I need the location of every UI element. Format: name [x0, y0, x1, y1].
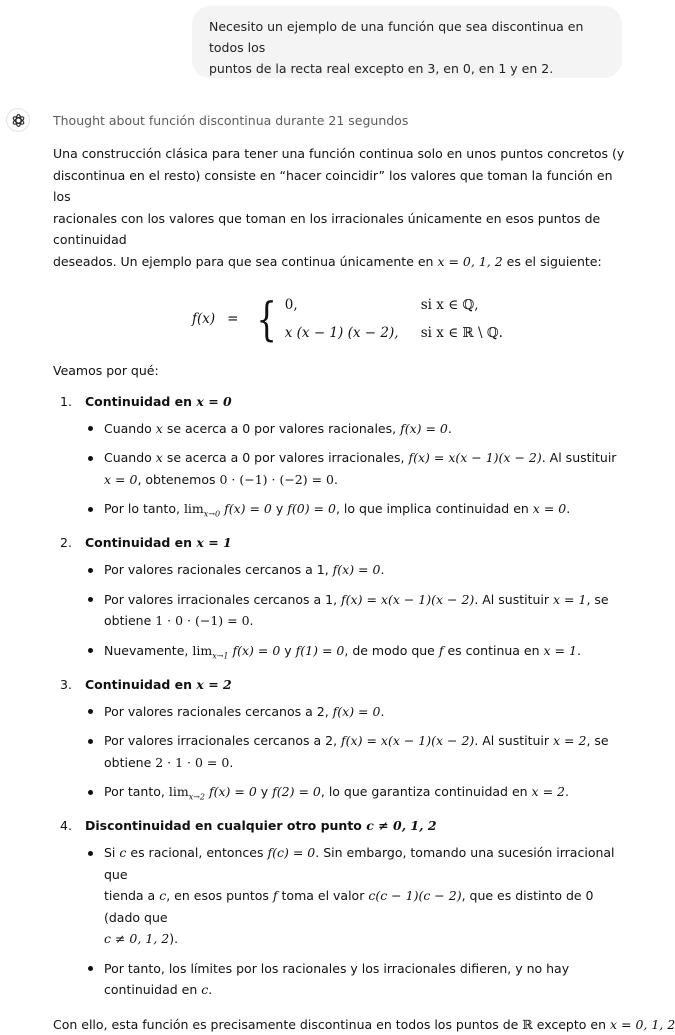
math: f(c) = 0 — [267, 845, 316, 860]
math: x = 0, 1, 2 — [609, 1016, 675, 1032]
text: se acerca a 0 por valores irracionales, — [162, 450, 409, 465]
text: . Sin embargo, tomando una sucesión irracional que — [104, 845, 615, 882]
text: . — [380, 562, 385, 577]
math: c(c − 1)(c − 2) — [368, 888, 462, 903]
text: . — [208, 982, 213, 997]
list-item — [53, 701, 628, 723]
section-heading — [53, 815, 628, 836]
case1-expression: 0, — [284, 297, 298, 313]
math: f(x) = 0 — [332, 562, 381, 577]
math-subscript: x→0 — [203, 509, 221, 519]
list-item — [53, 730, 628, 773]
text: . — [564, 784, 569, 799]
text: es continua en — [443, 642, 544, 658]
math: f(x) = 0 — [205, 784, 257, 799]
math: f(0) = 0 — [287, 501, 336, 516]
text: Por valores racionales cercanos a 1, — [104, 562, 333, 577]
math-subscript: x→1 — [212, 651, 229, 660]
text: obtiene — [104, 754, 156, 770]
math: c — [159, 888, 167, 903]
math: f(x) = 0 — [220, 501, 272, 516]
text: , que es distinto de 0 (dado que — [104, 888, 594, 925]
math: x = 1 — [543, 642, 577, 658]
math: x — [155, 450, 163, 465]
text: Discontinuidad en cualquier otro punto — [85, 818, 367, 833]
thought-toggle[interactable]: Thought about función discontinua durante 21 segundos — [53, 113, 409, 128]
formula-equals: = — [227, 311, 239, 327]
bullet-list — [53, 701, 628, 809]
text: discontinua en el resto) consiste en “hacer coincidir” los valores que toman la función en los — [53, 167, 613, 204]
math: f(x) = 0 — [400, 420, 448, 436]
openai-logo-icon — [11, 113, 26, 128]
text: Por lo tanto, — [104, 501, 184, 516]
veamos-paragraph: Veamos por qué: — [53, 363, 159, 378]
text: Nuevamente, — [104, 642, 193, 658]
text: , se — [586, 591, 609, 607]
section-heading — [53, 532, 628, 553]
text: es racional, entonces — [126, 845, 268, 860]
text: tienda a — [104, 888, 160, 903]
section-title — [85, 391, 232, 412]
text: Por tanto, — [104, 784, 169, 799]
text: . — [576, 642, 581, 658]
math: x = 0 — [532, 501, 567, 516]
text: se acerca a 0 por valores racionales, — [162, 420, 401, 436]
intro-paragraph — [53, 143, 628, 272]
text: Continuidad en — [85, 393, 197, 409]
user-message-line: Necesito un ejemplo de una función que sea discontinua en todos los — [209, 19, 584, 55]
text: y — [271, 501, 288, 516]
text: toma el valor — [277, 888, 369, 903]
text: Por tanto, los límites por los racionales y los irracionales difieren, y no hay continuidad en — [104, 960, 570, 997]
math: x — [155, 420, 163, 436]
text: . — [447, 420, 452, 436]
text: , lo que implica continuidad en — [335, 501, 533, 516]
list-item — [53, 447, 628, 490]
math: ℝ — [522, 1016, 533, 1032]
math: lim — [183, 501, 204, 516]
math: x = 2 — [196, 676, 232, 692]
text: , obtenemos — [137, 471, 220, 487]
math: x = 0 — [104, 471, 138, 487]
text: Cuando — [104, 420, 156, 436]
math: x = 2 — [553, 733, 587, 748]
section-continuity-1 — [53, 532, 628, 667]
bullet-list — [53, 842, 628, 1001]
text: , en esos puntos — [166, 888, 273, 903]
case2-expression: x (x − 1) (x − 2), — [284, 325, 399, 341]
text: y — [256, 784, 273, 799]
text: ). — [169, 931, 179, 946]
text: Una construcción clásica para tener una función continua solo en unos puntos concretos (y — [53, 146, 625, 161]
math: f(x) = 0 — [228, 642, 281, 658]
text: Continuidad en — [85, 535, 197, 550]
text: . — [334, 471, 338, 487]
text: racionales con los valores que toman en los irracionales únicamente en esos puntos de continuidad — [53, 210, 601, 247]
text: . — [249, 613, 254, 628]
text: Por valores irracionales cercanos a 1, — [104, 591, 342, 607]
math: 0 · (−1) · (−2) = 0 — [219, 471, 335, 487]
case2-condition: si x ∈ ℝ \ ℚ. — [420, 325, 503, 341]
list-item — [53, 498, 628, 525]
section-continuity-0 — [53, 391, 628, 526]
user-message-bubble — [192, 6, 622, 78]
section-title — [85, 674, 232, 695]
text: Por valores irracionales cercanos a 2, — [104, 733, 342, 748]
math: f — [438, 642, 444, 658]
assistant-response — [53, 143, 675, 1035]
section-number: 4. — [60, 818, 72, 833]
bullet-list — [53, 559, 628, 667]
math: lim — [192, 642, 213, 658]
formula-cases — [285, 297, 503, 341]
bullet-list — [53, 418, 628, 526]
list-item — [53, 640, 628, 667]
math: c — [119, 845, 127, 860]
user-message-line: puntos de la recta real excepto en 3, en 0, en 1 y en 2. — [209, 61, 554, 76]
list-item — [53, 842, 628, 950]
left-brace-icon: { — [256, 292, 278, 346]
section-heading — [53, 674, 628, 695]
text: y — [280, 642, 296, 658]
text: . Al sustituir — [474, 591, 553, 607]
math: 1 · 0 · (−1) = 0 — [155, 613, 250, 628]
section-title — [85, 532, 232, 553]
math: f(x) = 0 — [332, 703, 381, 719]
section-continuity-2 — [53, 674, 628, 809]
math: c — [201, 982, 209, 997]
math: x = 1 — [553, 591, 587, 607]
math: 2 · 1 · 0 = 0 — [155, 754, 230, 770]
math: f(x) = x(x − 1)(x − 2) — [408, 450, 542, 465]
text: Continuidad en — [85, 676, 197, 692]
math: c ≠ 0, 1, 2 — [366, 818, 437, 833]
text: , lo que garantiza continuidad en — [320, 784, 532, 799]
math: f(2) = 0 — [272, 784, 321, 799]
conclusion-paragraph — [53, 1014, 675, 1035]
math: c ≠ 0, 1, 2 — [104, 931, 170, 946]
section-number: 3. — [60, 676, 72, 692]
math: f(1) = 0 — [295, 642, 345, 658]
list-item — [53, 418, 628, 440]
assistant-avatar — [6, 108, 30, 132]
list-item — [53, 958, 628, 1001]
section-heading — [53, 391, 628, 412]
list-item — [53, 589, 628, 632]
text: . — [566, 501, 571, 516]
math: x = 1 — [196, 535, 232, 550]
text: es el siguiente: — [502, 253, 602, 269]
formula-lhs: f(x) — [192, 311, 216, 327]
text: . — [229, 754, 234, 770]
text: Si — [104, 845, 120, 860]
text: obtiene — [104, 613, 156, 628]
math: x = 0, 1, 2 — [437, 253, 503, 269]
text: deseados. Un ejemplo para que sea continua únicamente en — [53, 253, 438, 269]
math: x = 0 — [196, 393, 232, 409]
text: . Al sustituir — [474, 733, 553, 748]
list-item — [53, 559, 628, 581]
text: , de modo que — [344, 642, 439, 658]
section-number: 2. — [60, 535, 72, 550]
list-item — [53, 781, 628, 808]
section-title — [85, 815, 437, 836]
math: lim — [168, 784, 189, 799]
math-subscript: x→2 — [188, 792, 206, 802]
math: x = 2 — [531, 784, 565, 799]
section-discontinuity — [53, 815, 628, 1001]
math: f — [272, 888, 278, 903]
case1-condition: si x ∈ ℚ, — [420, 297, 479, 313]
math: f(x) = x(x − 1)(x − 2) — [341, 733, 475, 748]
math: f(x) = x(x − 1)(x − 2) — [341, 591, 475, 607]
text: , se — [586, 733, 609, 748]
text: . — [380, 703, 385, 719]
text: Con ello, esta función es precisamente discontinua en todos los puntos de — [53, 1016, 523, 1032]
text: . Al sustituir — [541, 450, 617, 465]
text: Cuando — [104, 450, 156, 465]
section-number: 1. — [60, 393, 72, 409]
piecewise-formula — [192, 291, 628, 347]
text: excepto en — [532, 1016, 610, 1032]
text: Por valores racionales cercanos a 2, — [104, 703, 333, 719]
